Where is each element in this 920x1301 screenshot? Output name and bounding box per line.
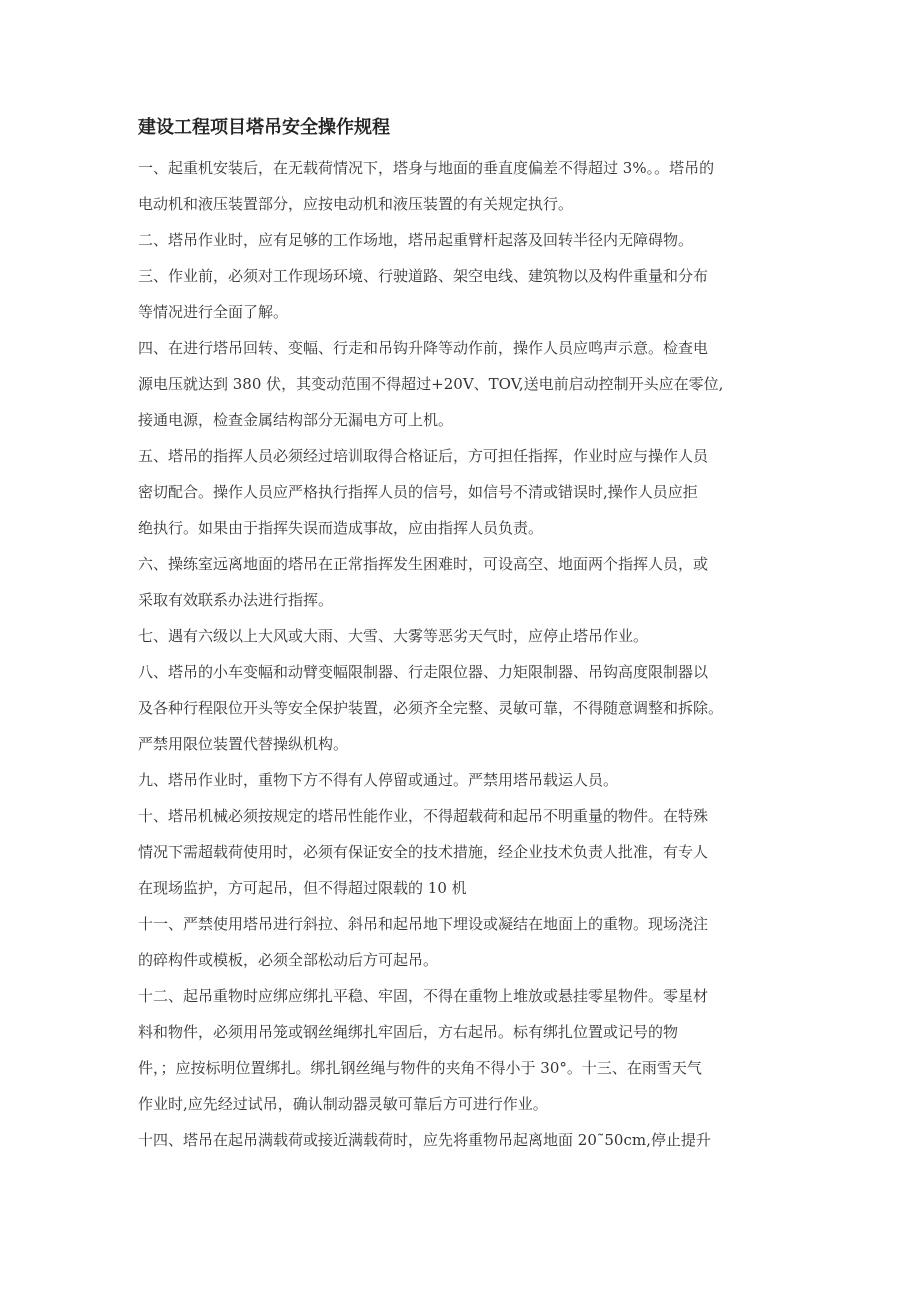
paragraph-line: 电动机和液压装置部分，应按电动机和液压装置的有关规定执行。 <box>138 195 574 213</box>
document-title: 建设工程项目塔吊安全操作规程 <box>138 117 390 138</box>
paragraph-7 <box>138 618 788 654</box>
paragraph-4 <box>138 330 788 438</box>
paragraph-line: 八、塔吊的小车变幅和动臂变幅限制器、行走限位器、力矩限制器、吊钩高度限制器以 <box>138 663 709 681</box>
paragraph-line: 五、塔吊的指挥人员必须经过培训取得合格证后，方可担任指挥，作业时应与操作人员 <box>138 447 709 465</box>
paragraph-6 <box>138 546 788 618</box>
paragraph-line: 密切配合。操作人员应严格执行指挥人员的信号，如信号不清或错误时,操作人员应拒 <box>138 483 698 501</box>
paragraph-line: 接通电源，检查金属结构部分无漏电方可上机。 <box>138 411 454 429</box>
paragraph-2 <box>138 222 788 258</box>
paragraph-line: 及各种行程限位开头等安全保护装置，必须齐全完整、灵敏可靠，不得随意调整和拆除。 <box>138 699 724 717</box>
paragraph-1 <box>138 150 788 222</box>
paragraph-line: 料和物件，必须用吊笼或钢丝绳绑扎牢固后，方右起吊。标有绑扎位置或记号的物 <box>138 1023 679 1041</box>
paragraph-line: 情况下需超载荷使用时，必须有保证安全的技术措施，经企业技术负责人批准，有专人 <box>138 843 709 861</box>
paragraph-line: 严禁用限位装置代替操纵机构。 <box>138 735 349 753</box>
paragraph-line: 十二、起吊重物时应绑应绑扎平稳、牢固，不得在重物上堆放或悬挂零星物件。零星材 <box>138 987 709 1005</box>
paragraph-3 <box>138 258 788 330</box>
paragraph-line: 件，；应按标明位置绑扎。绑扎钢丝绳与物件的夹角不得小于 30°。十三、在雨雪天气 <box>138 1059 702 1077</box>
paragraph-13 <box>138 1122 788 1158</box>
paragraph-line: 一、起重机安装后，在无载荷情况下，塔身与地面的垂直度偏差不得超过 3%。。塔吊的 <box>138 159 715 177</box>
paragraph-line: 的碎构件或模板，必须全部松动后方可起吊。 <box>138 951 439 969</box>
paragraph-line: 等情况进行全面了解。 <box>138 303 289 321</box>
paragraph-line: 三、作业前，必须对工作现场环境、行驶道路、架空电线、建筑物以及构件重量和分布 <box>138 267 709 285</box>
paragraph-line: 十一、严禁使用塔吊进行斜拉、斜吊和起吊地下埋设或凝结在地面上的重物。现场浇注 <box>138 915 709 933</box>
paragraph-9 <box>138 762 788 798</box>
paragraph-line: 十、塔吊机械必须按规定的塔吊性能作业，不得超载荷和起吊不明重量的物件。在特殊 <box>138 807 709 825</box>
paragraph-line: 六、操练室远离地面的塔吊在正常指挥发生困难时，可设高空、地面两个指挥人员，或 <box>138 555 709 573</box>
paragraph-line: 七、遇有六级以上大风或大雨、大雪、大雾等恶劣天气时，应停止塔吊作业。 <box>138 627 649 645</box>
paragraph-5 <box>138 438 788 546</box>
paragraph-8 <box>138 654 788 762</box>
paragraph-10 <box>138 798 788 906</box>
paragraph-line: 绝执行。如果由于指挥失误而造成事故，应由指挥人员负责。 <box>138 519 544 537</box>
paragraph-line: 十四、塔吊在起吊满载荷或接近满载荷时，应先将重物吊起离地面 20˜50cm,停止提升 <box>138 1131 711 1149</box>
paragraph-line: 源电压就达到 380 伏，其变动范围不得超过+20V、TOV,送电前启动控制开头应在零位, <box>138 375 724 393</box>
paragraph-12 <box>138 978 788 1122</box>
paragraph-line: 在现场监护，方可起吊，但不得超过限载的 10 机 <box>138 879 467 897</box>
paragraph-line: 采取有效联系办法进行指挥。 <box>138 591 334 609</box>
paragraph-line: 九、塔吊作业时，重物下方不得有人停留或通过。严禁用塔吊载运人员。 <box>138 771 619 789</box>
paragraph-line: 作业时,应先经过试吊，确认制动器灵敏可靠后方可进行作业。 <box>138 1095 548 1113</box>
paragraph-line: 四、在进行塔吊回转、变幅、行走和吊钩升降等动作前，操作人员应鸣声示意。检查电 <box>138 339 709 357</box>
paragraph-line: 二、塔吊作业时，应有足够的工作场地，塔吊起重臂杆起落及回转半径内无障碍物。 <box>138 231 694 249</box>
paragraph-11 <box>138 906 788 978</box>
